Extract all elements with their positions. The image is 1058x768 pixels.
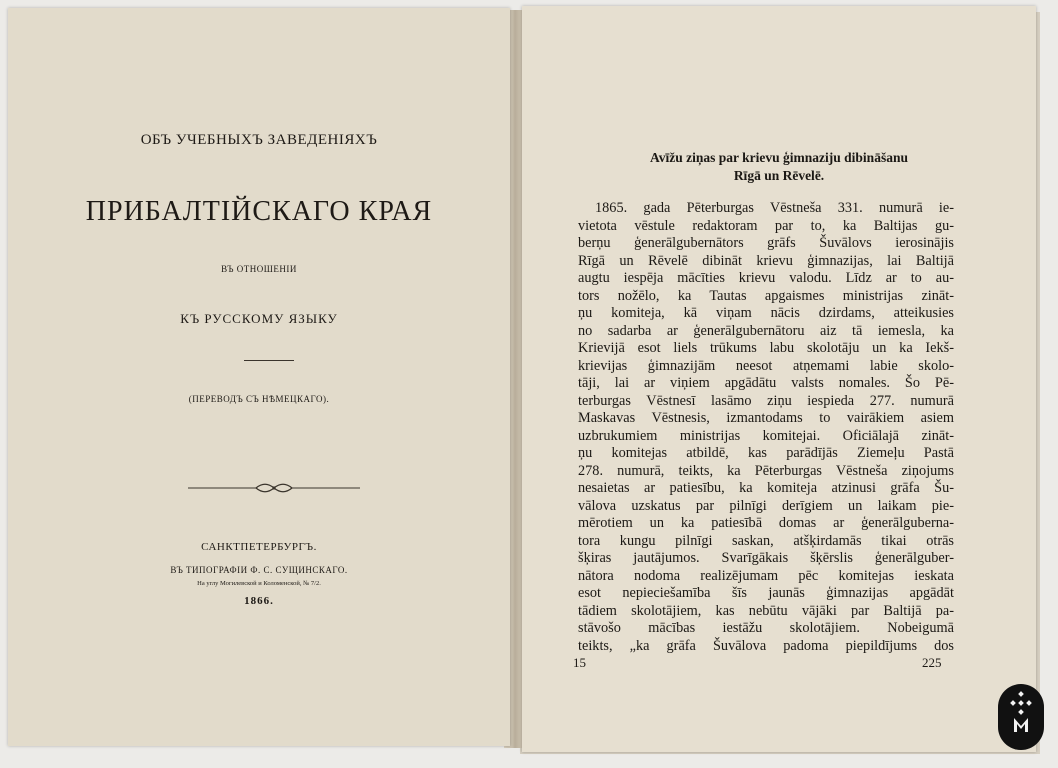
body-line: Maskavas Vēstnesis, izmantodams to vairākiem asiem	[578, 410, 954, 426]
body-line: nātora nodoma realizējumam pēc komitejas ieskata	[578, 567, 954, 584]
body-line: esot nepieciešamība šīs jaunās ģimnazijas apgādāt	[578, 585, 954, 601]
body-line: augtu iespēja mācīties krievu valodu. Līdz ar to au-	[578, 270, 954, 286]
imprint-address: На углу Могилевской и Коломенской, № 7/2.	[197, 580, 321, 587]
body-line: tora kungu pilnīgi saskan, atšķirdamās tikai otrās	[578, 532, 954, 549]
body-line: no sadarba ar ģenerālgubernātoru aiz tā iemesla, ka	[578, 322, 954, 339]
watermark-logo	[998, 684, 1044, 750]
body-line: krievijas ģimnazijām neesot atņemami labie skolo-	[578, 357, 954, 374]
body-line: ņu komitejas atbildē, kas parādījās Ziemeļu Pastā	[578, 445, 954, 461]
body-line: nesaietas ar patiesību, ka komiteja atzinusi grāfa Šu-	[578, 480, 954, 496]
body-line: stāvošo mācības iestāžu skolotājiem. Nobeigumā	[578, 620, 954, 636]
body-line: vālova uzskatus par pilnīgi derīgiem un laikam pie-	[578, 497, 954, 514]
body-line: tāji, lai ar viņiem apgādātu valsts nomales. Šo Pē-	[578, 375, 954, 391]
imprint-city: САНКТПЕТЕРБУРГЪ.	[201, 541, 317, 553]
article-heading-line-2: Rīgā un Rēvelē.	[733, 168, 825, 183]
logo-glyph-icon	[998, 684, 1044, 750]
translation-note: (ПЕРЕВОДЪ СЪ НѢМЕЦКАГО).	[188, 394, 330, 404]
title-rule	[244, 360, 294, 361]
body-line: uzbrukumiem ministrijas komitejai. Oficiālajā zināt-	[578, 427, 954, 444]
title-line-2: ПРИБАЛТІЙСКАГО КРАЯ	[85, 196, 433, 227]
body-line: Rīgā un Rēvelē dibināt krievu ģimnazijas, lai Baltijā	[578, 252, 954, 269]
right-page-text	[522, 6, 1036, 752]
body-line: teikts, „ka grāfa Šuvālova padoma piepildījums dos	[578, 637, 954, 654]
page-number: 225	[922, 655, 942, 670]
left-page-title-page	[8, 8, 510, 746]
body-line: terburgas Vēstnesī lasāmo ziņu iespieda 277. numurā	[578, 392, 954, 409]
body-line: šķiras jautājumos. Svarīgākais šķērslis ģenerālguber-	[578, 550, 954, 566]
body-line: Krievijā esot liels trūkums labu skolotāju un ka Iekš-	[578, 340, 954, 356]
body-line: berņu ģenerālgubernātors grāfs Šuvālovs ierosinājis	[578, 235, 954, 251]
body-line: ņu komiteja, kā viņam nācis dzirdams, atteikusies	[578, 305, 954, 321]
body-line: 1865. gada Pēterburgas Vēstneša 331. numurā ie-	[595, 200, 954, 216]
article-heading-line-1: Avīžu ziņas par krievu ģimnaziju dibināšanu	[650, 150, 908, 165]
article-body	[578, 200, 954, 655]
body-line: tādiem skolotājiem, kas nebūtu vājāki par Baltijā pa-	[578, 602, 954, 619]
imprint-year: 1866.	[244, 595, 274, 607]
signature-number: 15	[573, 655, 586, 670]
title-line-4: КЪ РУССКОМУ ЯЗЫКУ	[180, 311, 338, 326]
body-line: mērotiem un ka patiesībā domas ar ģenerālguberna-	[578, 515, 954, 531]
body-line: vietota vēstule redaktoram par to, ka Baltijas gu-	[578, 217, 954, 234]
body-line: 278. numurā, teikts, ka Pēterburgas Vēstneša ziņojums	[578, 462, 954, 479]
ornament-divider	[186, 482, 362, 494]
body-line: tors nožēlo, ka Tautas apgaismes ministrijas zināt-	[578, 287, 954, 304]
imprint-printer: ВЪ ТИПОГРАФІИ Ф. С. СУЩИНСКАГО.	[170, 565, 348, 575]
title-line-3: ВЪ ОТНОШЕНІИ	[221, 264, 297, 274]
title-line-1: ОБЪ УЧЕБНЫХЪ ЗАВЕДЕНІЯХЪ	[140, 132, 378, 148]
